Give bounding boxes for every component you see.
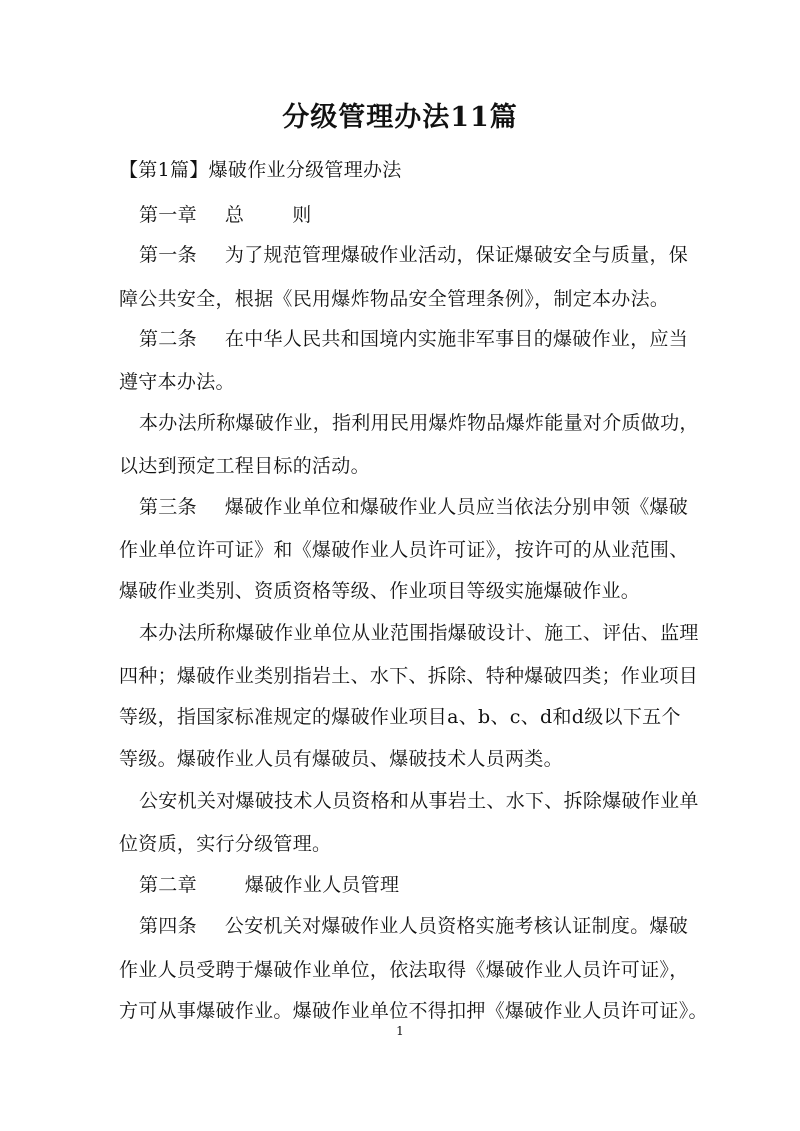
article-text: 爆破作业单位和爆破作业人员应当依法分别申领《爆破 [224, 496, 689, 518]
chapter-title-part: 总 [224, 204, 245, 226]
article-text: 公安机关对爆破作业人员资格实施考核认证制度。爆破 [224, 915, 689, 937]
article-line: 作业单位许可证》和《爆破作业人员许可证》，按许可的从业范围、 [119, 539, 689, 561]
article-line: 作业人员受聘于爆破作业单位，依法取得《爆破作业人员许可证》， [119, 959, 689, 981]
chapter-label: 第一章 [139, 204, 197, 226]
page-number: 1 [396, 1024, 404, 1038]
article-line [139, 325, 688, 353]
article-line [139, 493, 688, 521]
chapter-2-heading [139, 871, 399, 899]
article-line: 等级。爆破作业人员有爆破员、爆破技术人员两类。 [119, 748, 563, 770]
article-line [139, 241, 688, 269]
article-line: 本办法所称爆破作业单位从业范围指爆破设计、施工、评估、监理 [139, 622, 699, 644]
chapter-label: 第二章 [139, 874, 197, 896]
article-line: 方可从事爆破作业。爆破作业单位不得扣押《爆破作业人员许可证》。 [119, 1000, 708, 1022]
article-line [139, 912, 688, 940]
chapter-1-heading [139, 201, 312, 229]
article-line: 位资质，实行分级管理。 [119, 833, 332, 855]
article-label: 第二条 [139, 328, 197, 350]
article-line: 遵守本办法。 [119, 371, 235, 393]
article-line: 以达到预定工程目标的活动。 [119, 455, 370, 477]
article-label: 第一条 [139, 244, 197, 266]
article-line: 四种；爆破作业类别指岩土、水下、拆除、特种爆破四类；作业项目 [119, 665, 699, 687]
document-title: 分级管理办法11篇 [282, 102, 518, 133]
article-line: 爆破作业类别、资质资格等级、作业项目等级实施爆破作业。 [119, 580, 641, 602]
article-line: 公安机关对爆破技术人员资格和从事岩土、水下、拆除爆破作业单 [139, 790, 699, 812]
chapter-title: 爆破作业人员管理 [244, 874, 400, 896]
article-text: 为了规范管理爆破作业活动，保证爆破安全与质量，保 [224, 244, 689, 266]
article-line: 等级，指国家标准规定的爆破作业项目a、b、c、d和d级以下五个 [119, 706, 681, 728]
article-text: 在中华人民共和国境内实施非军事目的爆破作业，应当 [224, 328, 689, 350]
article-line: 障公共安全，根据《民用爆炸物品安全管理条例》，制定本办法。 [119, 288, 670, 310]
article-line: 本办法所称爆破作业，指利用民用爆炸物品爆炸能量对介质做功， [139, 412, 699, 434]
article-label: 第三条 [139, 496, 197, 518]
section-heading: 【第1篇】爆破作业分级管理办法 [119, 159, 402, 181]
article-label: 第四条 [139, 915, 197, 937]
chapter-title-part: 则 [292, 204, 312, 226]
